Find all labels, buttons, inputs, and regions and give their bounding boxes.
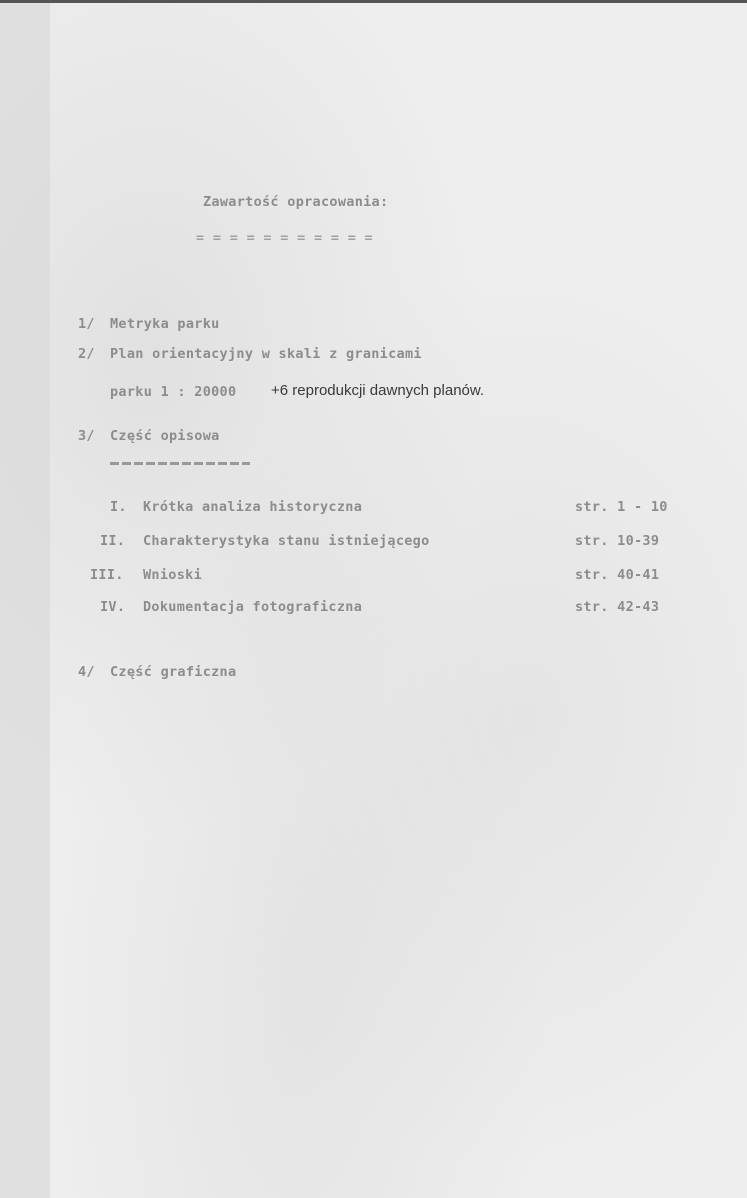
section-pages: str. 1 - 10 [575,499,668,515]
item-number: 3/ [78,428,95,444]
section-pages: str. 40-41 [575,567,660,583]
section-roman: III. [90,567,124,583]
item-continuation: parku 1 : 20000 [110,384,237,400]
section-label: Wnioski [143,567,202,583]
page-edge [0,0,747,3]
item-number: 1/ [78,316,95,332]
section-pages: str. 10-39 [575,533,660,549]
item-label: Część graficzna [110,664,237,680]
item-label: Metryka parku [110,316,220,332]
section-roman: IV. [100,599,126,615]
section-label: Dokumentacja fotograficzna [143,599,363,615]
section-underline [110,462,250,465]
title-underline: = = = = = = = = = = = [196,230,373,246]
handwritten-note: +6 reprodukcji dawnych planów. [271,382,485,399]
section-label: Krótka analiza historyczna [143,499,363,515]
section-roman: I. [110,499,127,515]
section-pages: str. 42-43 [575,599,660,615]
section-roman: II. [100,533,126,549]
item-label: Plan orientacyjny w skali z granicami [110,346,422,362]
item-number: 2/ [78,346,95,362]
document-title: Zawartość opracowania: [203,194,389,210]
item-number: 4/ [78,664,95,680]
paper-margin [0,3,50,1198]
item-label: Część opisowa [110,428,220,444]
section-label: Charakterystyka stanu istniejącego [143,533,430,549]
